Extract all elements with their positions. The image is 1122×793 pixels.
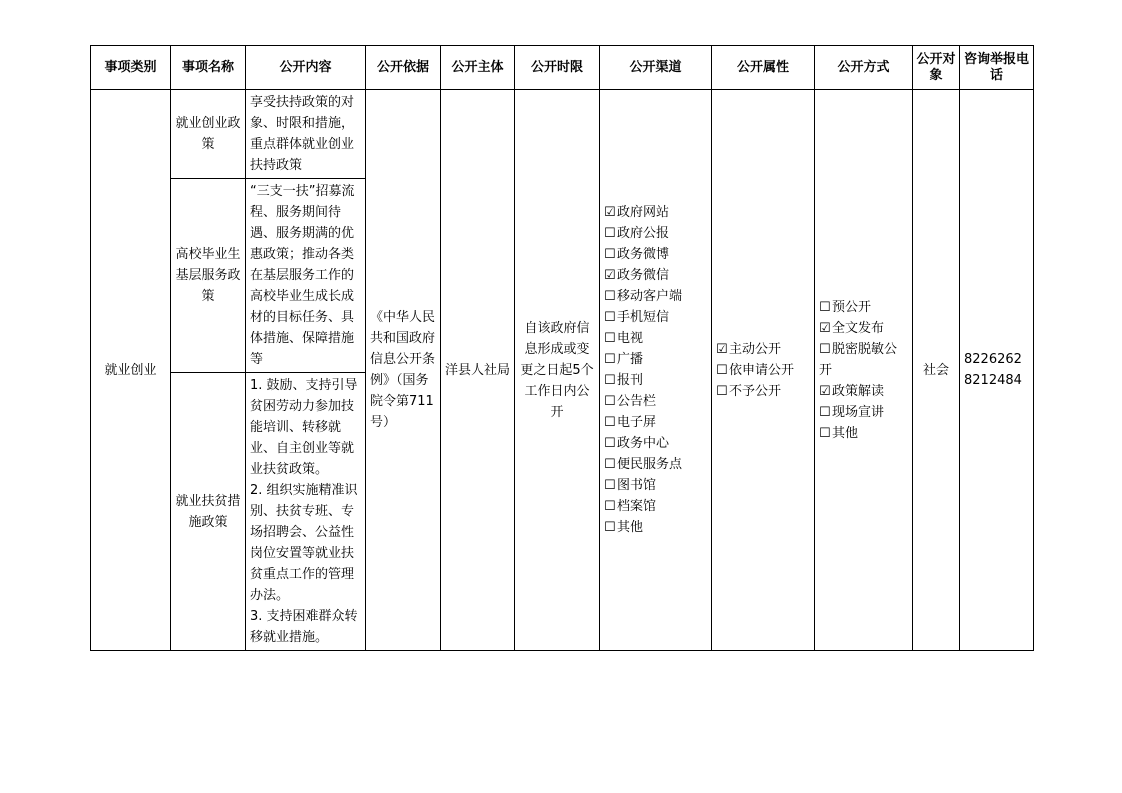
item-name-cell: 就业扶贫措施政策	[171, 373, 246, 651]
unchecked-box-icon: ☐	[604, 520, 616, 535]
unchecked-box-icon: ☐	[819, 299, 831, 315]
methods-list	[819, 297, 908, 444]
methods-option	[819, 423, 908, 444]
methods-option-label: 全文发布	[832, 320, 885, 336]
attributes-option	[716, 339, 810, 360]
table-row	[91, 90, 1034, 179]
unchecked-box-icon: ☐	[819, 425, 831, 441]
channels-option-label: 广播	[617, 352, 644, 367]
attributes-option	[716, 360, 810, 381]
channels-option-label: 其他	[617, 520, 644, 535]
item-content-cell	[246, 179, 366, 373]
channels-option-label: 电子屏	[617, 415, 657, 430]
channels-option-label: 公告栏	[617, 394, 657, 409]
unchecked-box-icon: ☐	[604, 373, 616, 388]
unchecked-box-icon: ☐	[716, 383, 728, 399]
header-cell: 公开渠道	[600, 46, 712, 90]
channels-option	[604, 349, 707, 370]
header-cell: 公开内容	[246, 46, 366, 90]
unchecked-box-icon: ☐	[716, 362, 728, 378]
methods-option-label: 现场宣讲	[832, 404, 885, 420]
header-cell: 事项类别	[91, 46, 171, 90]
channels-option	[604, 202, 707, 223]
channels-option-label: 报刊	[617, 373, 644, 388]
unchecked-box-icon: ☐	[604, 331, 616, 346]
header-row	[91, 46, 1034, 90]
unchecked-box-icon: ☐	[604, 352, 616, 367]
unchecked-box-icon: ☐	[604, 499, 616, 514]
methods-option	[819, 381, 908, 402]
methods-option-label: 政策解读	[832, 383, 885, 399]
channels-option-label: 档案馆	[617, 499, 657, 514]
content-line: 3. 支持困难群众转移就业措施。	[250, 609, 358, 645]
header-cell: 事项名称	[171, 46, 246, 90]
checked-box-icon: ☑	[819, 320, 831, 336]
category-cell: 就业创业	[91, 90, 171, 651]
header-cell: 公开时限	[515, 46, 600, 90]
methods-option-label: 其他	[832, 425, 859, 441]
channels-option-label: 图书馆	[617, 478, 657, 493]
checked-box-icon: ☑	[716, 341, 728, 357]
attributes-cell	[712, 90, 815, 651]
methods-option-label: 预公开	[832, 299, 872, 315]
channels-option	[604, 244, 707, 265]
content-line: 享受扶持政策的对象、时限和措施，重点群体就业创业扶持政策	[250, 95, 355, 173]
unchecked-box-icon: ☐	[604, 436, 616, 451]
unchecked-box-icon: ☐	[604, 415, 616, 430]
methods-option	[819, 318, 908, 339]
methods-option	[819, 402, 908, 423]
attributes-option	[716, 381, 810, 402]
attributes-option-label: 不予公开	[729, 383, 782, 399]
content-line: “三支一扶”招募流程、服务期间待遇、服务期满的优惠政策；推动各类在基层服务工作的高校毕业生成长成材的目标任务、具体措施、保障措施等	[250, 184, 355, 367]
phone-cell	[960, 90, 1034, 651]
time-limit-cell: 自该政府信息形成或变更之日起5个工作日内公开	[515, 90, 600, 651]
channels-option-label: 政务微信	[617, 268, 670, 283]
channels-option-label: 移动客户端	[617, 289, 683, 304]
channels-option	[604, 517, 707, 538]
channels-option	[604, 370, 707, 391]
header-cell: 公开属性	[712, 46, 815, 90]
channels-option	[604, 391, 707, 412]
phone-number: 8226262	[964, 352, 1022, 367]
item-name-cell: 高校毕业生基层服务政策	[171, 179, 246, 373]
unchecked-box-icon: ☐	[604, 394, 616, 409]
attributes-option-label: 依申请公开	[729, 362, 795, 378]
unchecked-box-icon: ☐	[604, 247, 616, 262]
methods-option	[819, 297, 908, 318]
methods-cell	[815, 90, 913, 651]
content-line: 2. 组织实施精准识别、扶贫专班、专场招聘会、公益性岗位安置等就业扶贫重点工作的管理办法。	[250, 483, 358, 603]
unchecked-box-icon: ☐	[604, 457, 616, 472]
channels-option-label: 政务中心	[617, 436, 670, 451]
channels-option	[604, 496, 707, 517]
subject-cell: 洋县人社局	[441, 90, 515, 651]
header-cell: 公开对象	[913, 46, 960, 90]
channels-option	[604, 286, 707, 307]
basis-cell: 《中华人民共和国政府信息公开条例》（国务院令第711号）	[366, 90, 441, 651]
channels-option-label: 政府公报	[617, 226, 670, 241]
channels-option	[604, 412, 707, 433]
target-cell: 社会	[913, 90, 960, 651]
item-name-cell: 就业创业政策	[171, 90, 246, 179]
checked-box-icon: ☑	[819, 383, 831, 399]
item-content-cell	[246, 90, 366, 179]
channels-option	[604, 454, 707, 475]
channels-option-label: 手机短信	[617, 310, 670, 325]
channels-option-label: 电视	[617, 331, 644, 346]
header-cell: 公开方式	[815, 46, 913, 90]
unchecked-box-icon: ☐	[819, 404, 831, 420]
item-content-cell	[246, 373, 366, 651]
channels-option	[604, 307, 707, 328]
channels-option	[604, 328, 707, 349]
channels-list	[604, 202, 707, 538]
header-cell: 公开主体	[441, 46, 515, 90]
channels-option	[604, 265, 707, 286]
unchecked-box-icon: ☐	[604, 289, 616, 304]
unchecked-box-icon: ☐	[604, 478, 616, 493]
channels-option-label: 便民服务点	[617, 457, 683, 472]
unchecked-box-icon: ☐	[819, 341, 831, 357]
header-cell: 公开依据	[366, 46, 441, 90]
channels-option-label: 政务微博	[617, 247, 670, 262]
checked-box-icon: ☑	[604, 205, 616, 220]
channels-option	[604, 433, 707, 454]
content-line: 1. 鼓励、支持引导贫困劳动力参加技能培训、转移就业、自主创业等就业扶贫政策。	[250, 378, 358, 477]
unchecked-box-icon: ☐	[604, 226, 616, 241]
methods-option-label: 脱密脱敏公开	[819, 341, 898, 378]
checked-box-icon: ☑	[604, 268, 616, 283]
disclosure-table	[90, 45, 1034, 651]
channels-option	[604, 475, 707, 496]
channels-option	[604, 223, 707, 244]
attributes-option-label: 主动公开	[729, 341, 782, 357]
channels-option-label: 政府网站	[617, 205, 670, 220]
unchecked-box-icon: ☐	[604, 310, 616, 325]
attributes-list	[716, 339, 810, 402]
phone-number: 8212484	[964, 373, 1022, 388]
methods-option	[819, 339, 908, 381]
channels-cell	[600, 90, 712, 651]
header-cell: 咨询举报电话	[960, 46, 1034, 90]
